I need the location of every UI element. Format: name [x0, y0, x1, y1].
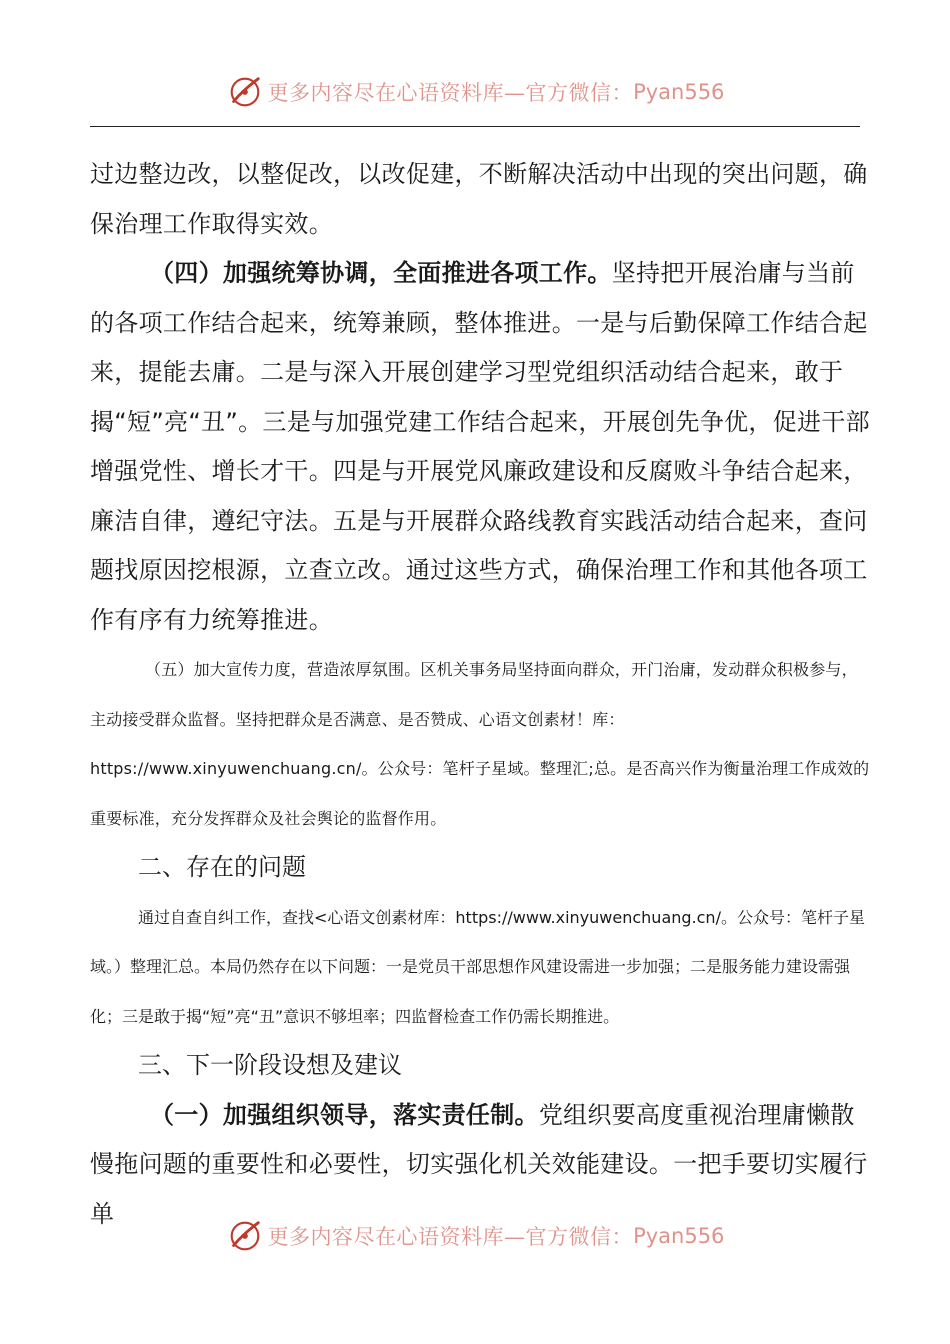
banner-text: 更多内容尽在心语资料库—官方微信：	[267, 1225, 634, 1249]
banner-wechat-id: Pyan556	[633, 1224, 725, 1248]
pen-logo-icon	[226, 1217, 264, 1255]
document-body	[90, 150, 870, 1239]
pen-logo-icon	[226, 73, 264, 111]
section-heading-2: 二、存在的问题	[138, 853, 306, 881]
paragraph-2-heading: （四）加强统筹协调，全面推进各项工作。	[150, 259, 612, 287]
header-rule	[90, 126, 860, 127]
paragraph-5-text: 党组织要高度重视治理庸懒散慢拖问题的重要性和必要性，切实强化机关效能建设。一把手要切实履行单	[90, 1100, 868, 1228]
paragraph-1: 过边整边改，以整促改，以改促建，不断解决活动中出现的突出问题，确保治理工作取得实效。	[90, 160, 868, 238]
banner-text: 更多内容尽在心语资料库—官方微信：	[267, 81, 634, 105]
paragraph-2	[90, 249, 870, 645]
banner-wechat-id: Pyan556	[633, 80, 725, 104]
paragraph-4: 通过自查自纠工作，查找<心语文创素材库：https://www.xinyuwenchuang.cn/。公众号：笔杆子星域。）整理汇总。本局仍然存在以下问题：一是党员干部思想作风建设需进一步加强；二是服务能力建设需强化；三是敢于揭“短”亮“丑”意识不够坦率；四监督检查工作仍需长期推进。	[90, 907, 865, 1026]
section-heading-3: 三、下一阶段设想及建议	[138, 1051, 402, 1079]
paragraph-2-text: 坚持把开展治庸与当前的各项工作结合起来，统筹兼顾，整体推进。一是与后勤保障工作结合起来，提能去庸。二是与深入开展创建学习型党组织活动结合起来，敢于揭“短”亮“丑”。三是与加强党建工作结合起来，开展创先争优，促进干部增强党性、增长才干。四是与开展党风廉政建设和反腐败斗争结合起来，廉洁自律，遵纪守法。五是与开展群众路线教育实践活动结合起来，查问题找原因挖根源，立查立改。通过这些方式，确保治理工作和其他各项工作有序有力统筹推进。	[90, 259, 870, 634]
header-banner	[0, 70, 950, 114]
paragraph-5-heading: （一）加强组织领导，落实责任制。	[150, 1100, 539, 1129]
footer-banner	[0, 1214, 950, 1258]
paragraph-3: （五）加大宣传力度，营造浓厚氛围。区机关事务局坚持面向群众，开门治庸，发动群众积极参与，主动接受群众监督。坚持把群众是否满意、是否赞成、心语文创素材！库：https://www.xinyuwenchuang.cn/。公众号：笔杆子星域。整理汇;总。是否高兴作为衡量治理工作成效的重要标准，充分发挥群众及社会舆论的监督作用。	[90, 660, 870, 828]
